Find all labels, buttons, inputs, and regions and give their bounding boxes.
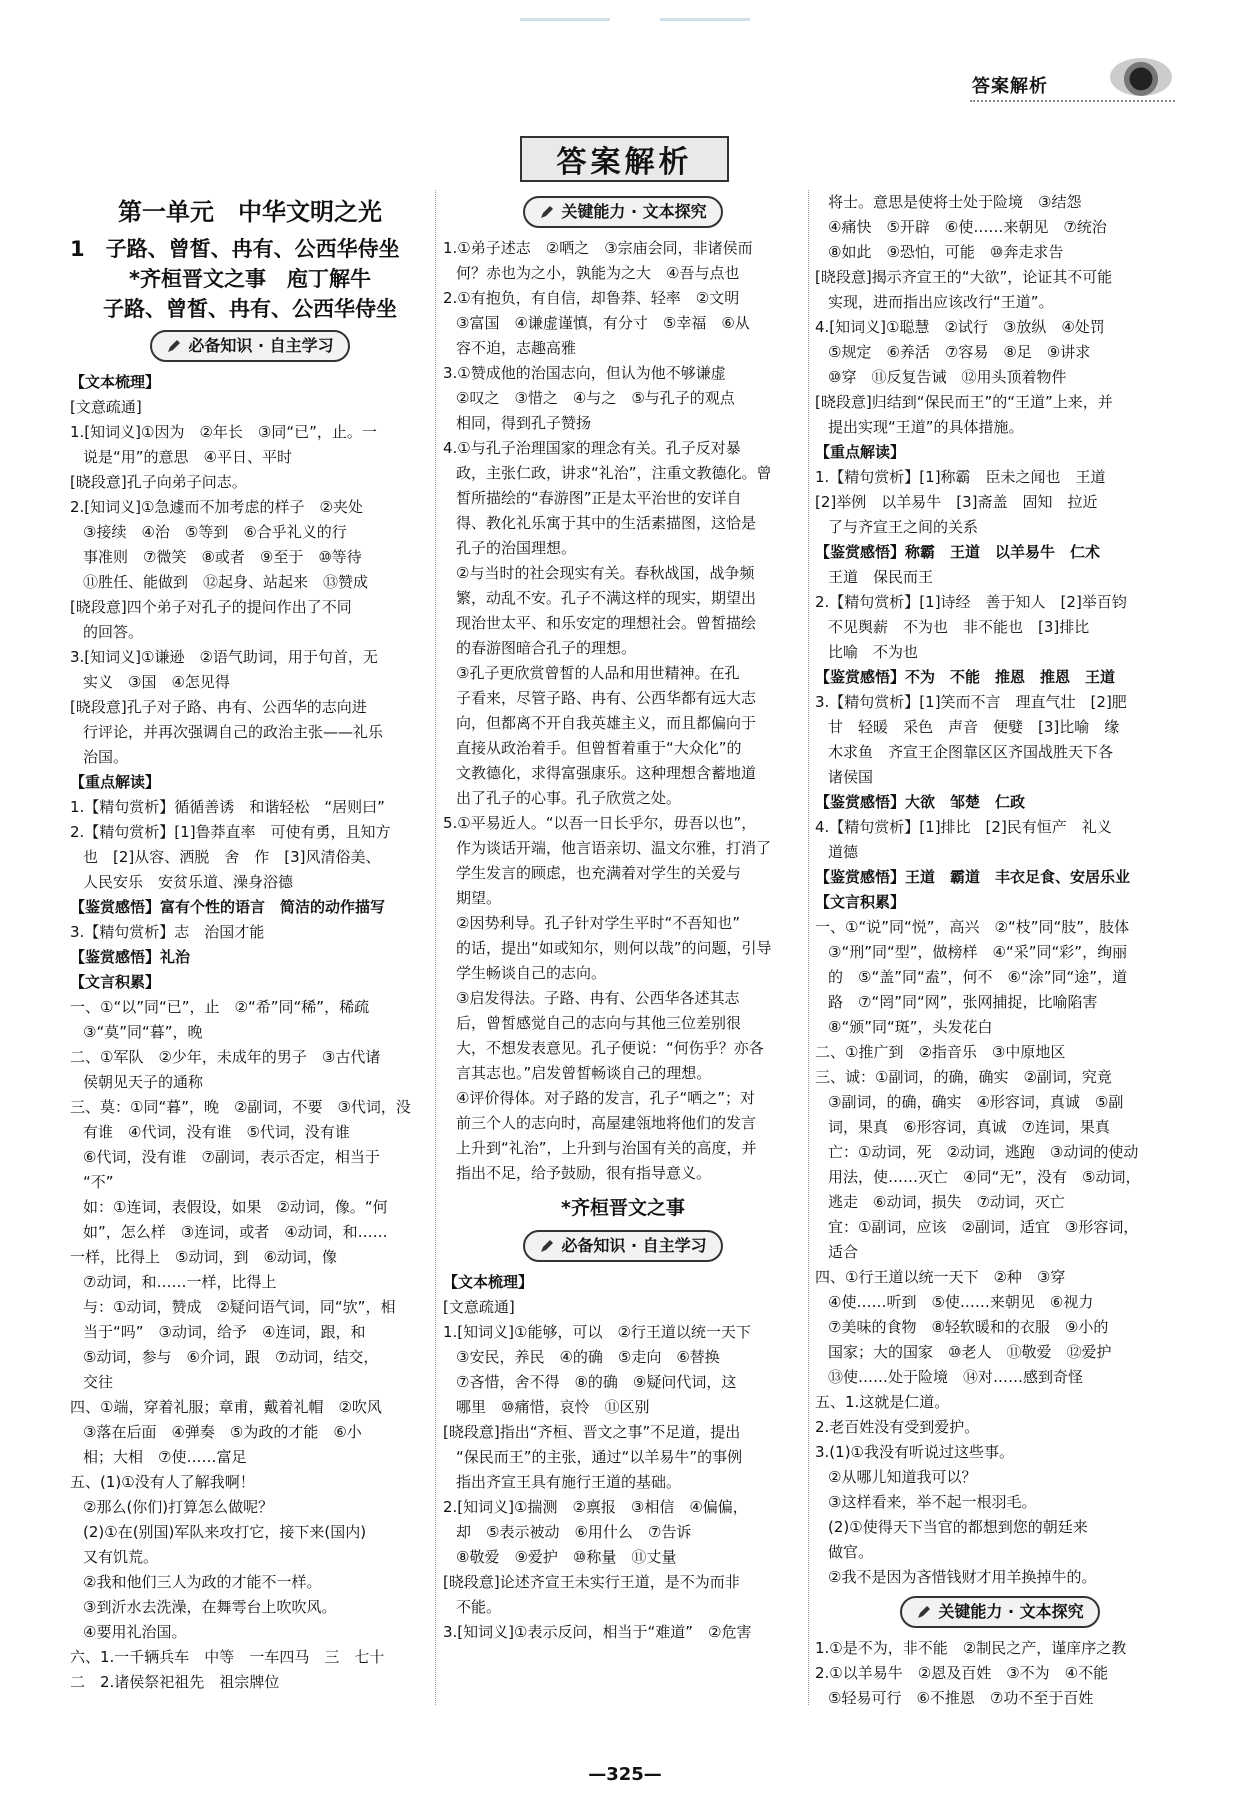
text-line: (2)①在(别国)军队来攻打它，接下来(国内) [83, 1523, 367, 1541]
text-line: 二、①推广到 ②指音乐 ③中原地区 [815, 1043, 1066, 1061]
text-line: 的回答。 [83, 623, 144, 641]
lesson-title-b: *齐桓晋文之事 庖丁解牛 [129, 267, 371, 291]
text-line: 有谁 ④代词，没有谁 ⑤代词，没有谁 [83, 1123, 350, 1141]
badge-wrapper [443, 196, 803, 228]
unit-title: 第一单元 中华文明之光 [118, 198, 382, 226]
text-line: ⑦吝惜，舍不得 ⑧的确 ⑨疑问代词，这 [456, 1373, 737, 1391]
text-line: 比喻 不为也 [828, 643, 919, 661]
text-line: 4.【精句赏析】[1]排比 [2]民有恒产 礼义 [815, 818, 1112, 836]
text-line: 实义 ③国 ④怎见得 [83, 673, 230, 691]
column-1-lines [70, 370, 430, 1695]
text-line: ③落在后面 ④弹奏 ⑤为政的才能 ⑥小 [83, 1423, 362, 1441]
header-rule [970, 100, 1175, 102]
text-line: 1.①是不为，非不能 ②制民之产，谨庠序之教 [815, 1639, 1127, 1657]
section-badge-label: 必备知识 · 自主学习 [188, 336, 334, 355]
lesson-title-a: 1 子路、曾皙、冉有、公西华侍坐 [70, 237, 400, 261]
text-line: ⑧如此 ⑨恐怕，可能 ⑩奔走求告 [828, 243, 1064, 261]
text-line: 四、①端，穿着礼服；章甫，戴着礼帽 ②吹风 [70, 1398, 382, 1416]
text-line: 【文本梳理】 [443, 1273, 534, 1291]
text-line: ②与当时的社会现实有关。春秋战国，战争频 [456, 564, 755, 582]
text-line: “不” [83, 1173, 114, 1191]
text-line: ⑤规定 ⑥养活 ⑦容易 ⑧足 ⑨讲求 [828, 343, 1091, 361]
text-line: 如：①连词，表假设，如果 ②动词，像。“何 [83, 1198, 388, 1216]
text-line: 相；大相 ⑦使……富足 [83, 1448, 247, 1466]
text-line: 言其志也。”启发曾皙畅谈自己的理想。 [456, 1064, 712, 1082]
top-decoration-line-2 [660, 18, 750, 21]
text-line: 木求鱼 齐宣王企图靠区区齐国战胜天下各 [828, 743, 1114, 761]
text-line: 六、1.一千辆兵车 中等 一车四马 三 七十 [70, 1648, 385, 1666]
text-line: 诸侯国 [828, 768, 874, 786]
text-line: 道德 [828, 843, 859, 861]
text-line: ③接续 ④治 ⑤等到 ⑥合乎礼义的行 [83, 523, 347, 541]
text-line: 如”，怎么样 ③连词，或者 ④动词，和…… [83, 1223, 388, 1241]
text-line: 3.①赞成他的治国志向，但认为他不够谦虚 [443, 364, 726, 382]
text-line: 3.【精句赏析】志 治国才能 [70, 923, 265, 941]
section-badge [523, 196, 722, 228]
top-decoration-line-1 [520, 18, 610, 21]
text-line: 哪里 ⑩痛惜，哀怜 ⑪区别 [456, 1398, 650, 1416]
pen-icon [166, 338, 182, 354]
text-line: 交往 [83, 1373, 114, 1391]
text-line: 1.[知词义]①因为 ②年长 ③同“已”，止。一 [70, 423, 377, 441]
text-line: 了与齐宣王之间的关系 [828, 518, 979, 536]
text-line: 适合 [828, 1243, 859, 1261]
text-line: 政，主张仁政，讲求“礼治”，注重文教德化。曾 [456, 464, 772, 482]
text-line: 不能。 [456, 1598, 502, 1616]
section-badge [523, 1230, 722, 1262]
badge-wrapper [443, 1230, 803, 1262]
text-line: [晓段意]论述齐宣王未实行王道，是不为而非 [443, 1573, 740, 1591]
column-2-lines-a [443, 236, 803, 1186]
text-line: ⑥代词，没有谁 ⑦副词，表示否定，相当于 [83, 1148, 380, 1166]
text-line: 学生畅谈自己的志向。 [456, 964, 607, 982]
text-line: 不见舆薪 不为也 非不能也 [3]排比 [828, 618, 1090, 636]
text-line: ⑧敬爱 ⑨爱护 ⑩称量 ⑪丈量 [456, 1548, 677, 1566]
text-line: 行评论，并再次强调自己的政治主张——礼乐 [83, 723, 384, 741]
text-line: 治国。 [83, 748, 129, 766]
text-line: 三、诚：①副词，的确，确实 ②副词，究竟 [815, 1068, 1112, 1086]
text-line: 一、①“以”同“已”，止 ②“希”同“稀”，稀疏 [70, 998, 370, 1016]
text-line: ②叹之 ③惜之 ④与之 ⑤与孔子的观点 [456, 389, 735, 407]
text-line: 【鉴赏感悟】王道 霸道 丰衣足食、安居乐业 [815, 868, 1131, 886]
text-line: 一、①“说”同“悦”，高兴 ②“枝”同“肢”，肢体 [815, 918, 1130, 936]
text-line: 得、教化礼乐寓于其中的生活素描图，这恰是 [456, 514, 757, 532]
header-label: 答案解析 [972, 76, 1048, 97]
text-line: ③“刑”同“型”，做榜样 ④“采”同“彩”，绚丽 [828, 943, 1128, 961]
text-line: 亡：①动词，死 ②动词，逃跑 ③动词的使动 [828, 1143, 1139, 1161]
text-line: 【重点解读】 [815, 443, 906, 461]
text-line: 文教德化，求得富强康乐。这种理想含蓄地道 [456, 764, 757, 782]
text-line: 将士。意思是使将士处于险境 ③结怨 [828, 193, 1082, 211]
text-line: 容不迫，志趣高雅 [456, 339, 577, 357]
text-line: 又有饥荒。 [83, 1548, 159, 1566]
text-line: 2.老百姓没有受到爱护。 [815, 1418, 980, 1436]
text-line: 【鉴赏感悟】不为 不能 推恩 推恩 王道 [815, 668, 1116, 686]
section-badge-label: 关键能力 · 文本探究 [561, 202, 707, 221]
text-line: 【文言积累】 [815, 893, 906, 911]
text-line: 4.①与孔子治理国家的理念有关。孔子反对暴 [443, 439, 741, 457]
text-line: [文意疏通] [70, 398, 142, 416]
text-line: ④使……听到 ⑤使……来朝见 ⑥视力 [828, 1293, 1094, 1311]
column-1 [70, 190, 430, 1695]
section-badge-label: 必备知识 · 自主学习 [561, 1236, 707, 1255]
text-line: [2]举例 以羊易牛 [3]斋盖 固知 拉近 [815, 493, 1098, 511]
section-badge-label: 关键能力 · 文本探究 [938, 1602, 1084, 1621]
text-line: 路 ⑦“罔”同“网”，张网捕捉，比喻陷害 [828, 993, 1098, 1011]
column-2-lines-b [443, 1270, 803, 1645]
text-line: 作为谈话开端，他言语亲切、温文尔雅，打消了 [456, 839, 772, 857]
text-line: 一样，比得上 ⑤动词，到 ⑥动词，像 [70, 1248, 337, 1266]
text-line: 何？赤也为之小，孰能为之大 ④吾与点也 [456, 264, 740, 282]
text-line: ③富国 ④谦虚谨慎，有分寸 ⑤幸福 ⑥从 [456, 314, 750, 332]
text-line: [晓段意]孔子对子路、冉有、公西华的志向进 [70, 698, 367, 716]
text-line: 甘 轻暖 采色 声音 便嬖 [3]比喻 缘 [828, 718, 1120, 736]
text-line: 3.[知词义]①谦逊 ②语气助词，用于句首，无 [70, 648, 378, 666]
text-line: ⑩穿 ⑪反复告诫 ⑫用头顶着物件 [828, 368, 1067, 386]
text-line: “保民而王”的主张，通过“以羊易牛”的事例 [456, 1448, 743, 1466]
page-banner: 答案解析 [520, 136, 729, 182]
text-line: 王道 保民而王 [828, 568, 934, 586]
text-line: 的话，提出“如或知尔，则何以哉”的问题，引导 [456, 939, 772, 957]
text-line: 2.①有抱负，有自信，却鲁莽、轻率 ②文明 [443, 289, 740, 307]
text-line: 大，不想发表意见。孔子便说：“何伤乎？亦各 [456, 1039, 764, 1057]
text-line: 2.【精句赏析】[1]鲁莽直率 可使有勇，且知方 [70, 823, 391, 841]
text-line: 二 2.诸侯祭祀祖先 祖宗牌位 [70, 1673, 280, 1691]
text-line: 也 [2]从容、洒脱 舍 作 [3]风清俗美、 [83, 848, 381, 866]
text-line: 后，曾皙感觉自己的志向与其他三位差别很 [456, 1014, 742, 1032]
text-line: 【文言积累】 [70, 973, 161, 991]
column-3 [815, 190, 1185, 1711]
pen-icon [916, 1604, 932, 1620]
pen-icon [539, 1238, 555, 1254]
section-badge [900, 1596, 1099, 1628]
text-line: ⑬使……处于险境 ⑭对……感到奇怪 [828, 1368, 1084, 1386]
text-line: ③副词，的确，确实 ④形容词，真诚 ⑤副 [828, 1093, 1124, 1111]
text-line: ②从哪儿知道我可以？ [828, 1468, 977, 1486]
text-line: ③孔子更欣赏曾皙的人品和用世精神。在孔 [456, 664, 740, 682]
text-line: 子看来，尽管子路、冉有、公西华都有远大志 [456, 689, 757, 707]
text-line: 2.[知词义]①揣测 ②禀报 ③相信 ④偏偏， [443, 1498, 748, 1516]
text-line: 逃走 ⑥动词，损失 ⑦动词，灭亡 [828, 1193, 1065, 1211]
text-line: ③“莫”同“暮”，晚 [83, 1023, 203, 1041]
text-line: [晓段意]指出“齐桓、晋文之事”不足道，提出 [443, 1423, 741, 1441]
text-line: 皙所描绘的“春游图”正是太平治世的安详自 [456, 489, 742, 507]
text-line: 前三个人的志向时，高屋建瓴地将他们的发言 [456, 1114, 757, 1132]
text-line: [文意疏通] [443, 1298, 515, 1316]
text-line: 五、(1)①没有人了解我啊！ [70, 1473, 255, 1491]
text-line: 国家；大的国家 ⑩老人 ⑪敬爱 ⑫爱护 [828, 1343, 1112, 1361]
text-line: 词，果真 ⑥形容词，真诚 ⑦连词，果真 [828, 1118, 1110, 1136]
text-line: 用法，使……灭亡 ④同“无”，没有 ⑤动词， [828, 1168, 1141, 1186]
text-line: [晓段意]揭示齐宣王的“大欲”，论证其不可能 [815, 268, 1113, 286]
column-divider-1 [435, 190, 436, 1705]
text-line: 向，但都离不开自我英雄主义，而且都偏向于 [456, 714, 757, 732]
text-line: 学生发言的顾虑，也充满着对学生的关爱与 [456, 864, 742, 882]
text-line: ②我不是因为吝惜钱财才用羊换掉牛的。 [828, 1568, 1097, 1586]
text-line: 说是“用”的意思 ④平日、平时 [83, 448, 292, 466]
text-line: ③到沂水去洗澡，在舞雩台上吹吹风。 [83, 1598, 337, 1616]
text-line: 4.[知词义]①聪慧 ②试行 ③放纵 ④处罚 [815, 318, 1105, 336]
text-line: 的 ⑤“盖”同“盍”，何不 ⑥“涂”同“途”，道 [828, 968, 1128, 986]
text-line: 上升到“礼治”，上升到与治国有关的高度，并 [456, 1139, 757, 1157]
column-2 [443, 190, 803, 1645]
text-line: ③这样看来，举不起一根羽毛。 [828, 1493, 1037, 1511]
text-line: 【鉴赏感悟】称霸 王道 以羊易牛 仁术 [815, 543, 1101, 561]
text-line: 2.①以羊易牛 ②恩及百姓 ③不为 ④不能 [815, 1664, 1109, 1682]
column-3-lines-b [815, 1636, 1185, 1711]
page-number: —325— [588, 1764, 662, 1785]
text-line: 直接从政治着手。但曾皙着重于“大众化”的 [456, 739, 742, 757]
text-line: 五、1.这就是仁道。 [815, 1393, 950, 1411]
text-line: 3.[知词义]①表示反问，相当于“难道” ②危害 [443, 1623, 752, 1641]
text-line: ⑤轻易可行 ⑥不推恩 ⑦功不至于百姓 [828, 1689, 1094, 1707]
text-line: 相同，得到孔子赞扬 [456, 414, 592, 432]
text-line: 四、①行王道以统一天下 ②种 ③穿 [815, 1268, 1066, 1286]
text-line: 繁，动乱不安。孔子不满这样的现实，期望出 [456, 589, 757, 607]
text-line: 事准则 ⑦微笑 ⑧或者 ⑨至于 ⑩等待 [83, 548, 362, 566]
text-line: 与：①动词，赞成 ②疑问语气词，同“欤”，相 [83, 1298, 396, 1316]
text-line: 【文本梳理】 [70, 373, 161, 391]
text-line: 出了孔子的心事。孔子欣赏之处。 [456, 789, 682, 807]
text-line: 【鉴赏感悟】大欲 邹楚 仁政 [815, 793, 1026, 811]
text-line: 的春游图暗合孔子的理想。 [456, 639, 637, 657]
text-line: ③启发得法。子路、冉有、公西华各述其志 [456, 989, 740, 1007]
badge-wrapper [70, 330, 430, 362]
text-line: ⑧“颁”同“斑”，头发花白 [828, 1018, 993, 1036]
text-line: ⑤动词，参与 ⑥介词，跟 ⑦动词，结交， [83, 1348, 379, 1366]
text-line: 3.【精句赏析】[1]笑而不言 理直气壮 [2]肥 [815, 693, 1127, 711]
text-line: [晓段意]孔子向弟子问志。 [70, 473, 247, 491]
text-line: 指出不足，给予鼓励，很有指导意义。 [456, 1164, 712, 1182]
text-line: 做官。 [828, 1543, 874, 1561]
text-line: ②我和他们三人为政的才能不一样。 [83, 1573, 322, 1591]
text-line: 【鉴赏感悟】礼治 [70, 948, 191, 966]
text-line: ⑪胜任、能做到 ⑫起身、站起来 ⑬赞成 [83, 573, 369, 591]
sub-title: 子路、曾皙、冉有、公西华侍坐 [103, 297, 397, 321]
text-line: ④评价得体。对子路的发言，孔子“哂之”；对 [456, 1089, 755, 1107]
text-line: 【鉴赏感悟】富有个性的语言 简洁的动作描写 [70, 898, 386, 916]
header-logo-icon [1110, 58, 1172, 96]
section-badge [150, 330, 349, 362]
text-line: 宜：①副词，应该 ②副词，适宜 ③形容词， [828, 1218, 1139, 1236]
text-line: ②那么(你们)打算怎么做呢？ [83, 1498, 274, 1516]
text-line: 实现，进而指出应该改行“王道”。 [828, 293, 1054, 311]
text-line: ③安民，养民 ④的确 ⑤走向 ⑥替换 [456, 1348, 720, 1366]
text-line: 2.[知词义]①急遽而不加考虑的样子 ②夹处 [70, 498, 363, 516]
text-line: ④要用礼治国。 [83, 1623, 187, 1641]
text-line: (2)①使得天下当官的都想到您的朝廷来 [828, 1518, 1088, 1536]
text-line: 5.①平易近人。“以吾一日长乎尔，毋吾以也”， [443, 814, 757, 832]
text-line: ⑦美味的食物 ⑧轻软暖和的衣服 ⑨小的 [828, 1318, 1109, 1336]
text-line: 提出实现“王道”的具体措施。 [828, 418, 1024, 436]
text-line: 1.【精句赏析】[1]称霸 臣未之闻也 王道 [815, 468, 1106, 486]
text-line: 孔子的治国理想。 [456, 539, 577, 557]
text-line: 当于“吗” ③动词，给予 ④连词，跟，和 [83, 1323, 366, 1341]
text-line: 人民安乐 安贫乐道、澡身浴德 [83, 873, 294, 891]
text-line: ④痛快 ⑤开辟 ⑥使……来朝见 ⑦统治 [828, 218, 1107, 236]
pen-icon [539, 204, 555, 220]
text-line: 【重点解读】 [70, 773, 161, 791]
text-line: 1.【精句赏析】循循善诱 和谐轻松 “居则曰” [70, 798, 385, 816]
text-line: 1.[知词义]①能够，可以 ②行王道以统一天下 [443, 1323, 751, 1341]
text-line: 现治世太平、和乐安定的理想社会。曾皙描绘 [456, 614, 757, 632]
column-divider-2 [808, 190, 809, 1705]
text-line: 三、莫：①同“暮”，晚 ②副词，不要 ③代词，没 [70, 1098, 411, 1116]
text-line: ②因势利导。孔子针对学生平时“不吾知也” [456, 914, 740, 932]
text-line: ⑦动词，和……一样，比得上 [83, 1273, 277, 1291]
text-line: 指出齐宣王具有施行王道的基础。 [456, 1473, 682, 1491]
text-line: 1.①弟子述志 ②哂之 ③宗庙会同，非诸侯而 [443, 239, 753, 257]
text-line: 却 ⑤表示被动 ⑥用什么 ⑦告诉 [456, 1523, 692, 1541]
text-line: 期望。 [456, 889, 502, 907]
text-line: [晓段意]归结到“保民而王”的“王道”上来，并 [815, 393, 1113, 411]
column-3-lines-a [815, 190, 1185, 1590]
badge-wrapper [815, 1596, 1185, 1628]
text-line: [晓段意]四个弟子对孔子的提问作出了不同 [70, 598, 352, 616]
section-title: *齐桓晋文之事 [561, 1197, 685, 1219]
text-line: 侯朝见天子的通称 [83, 1073, 204, 1091]
text-line: 2.【精句赏析】[1]诗经 善于知人 [2]举百钧 [815, 593, 1127, 611]
text-line: 3.(1)①我没有听说过这些事。 [815, 1443, 1015, 1461]
text-line: 二、①军队 ②少年，未成年的男子 ③古代诸 [70, 1048, 381, 1066]
